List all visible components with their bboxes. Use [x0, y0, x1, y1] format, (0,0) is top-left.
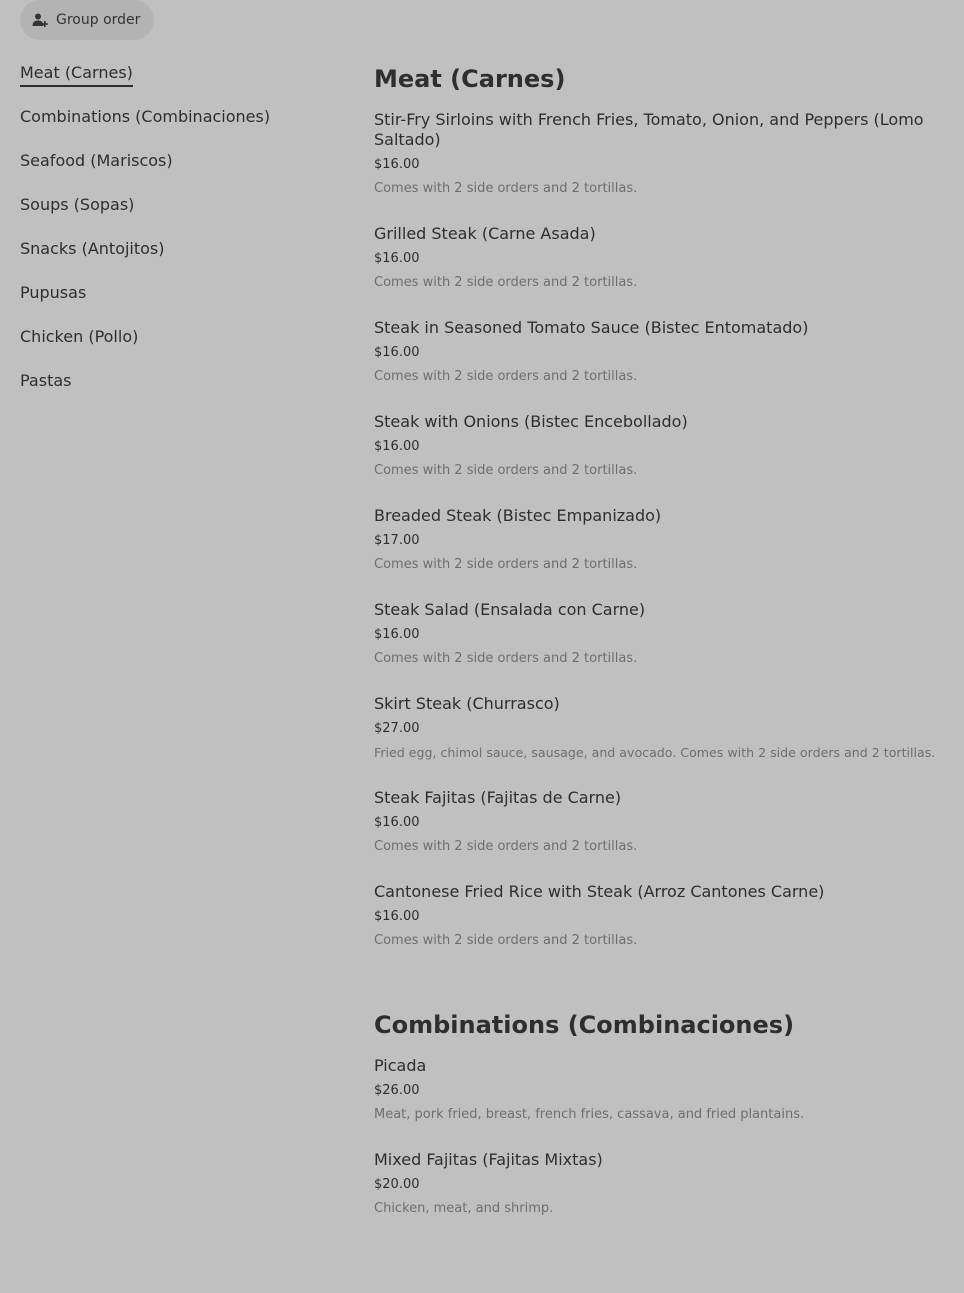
item-price: $17.00	[374, 533, 420, 548]
sidebar-item-pupusas[interactable]	[20, 282, 340, 326]
menu-item[interactable]	[374, 788, 944, 856]
section-title: Meat (Carnes)	[374, 65, 566, 93]
menu-item[interactable]	[374, 694, 944, 762]
item-description: Comes with 2 side orders and 2 tortillas.	[374, 651, 638, 666]
item-price: $26.00	[374, 1083, 420, 1098]
item-name: Grilled Steak (Carne Asada)	[374, 224, 596, 243]
sidebar-item-label: Pastas	[20, 371, 72, 390]
menu-item[interactable]	[374, 224, 944, 292]
item-price: $16.00	[374, 815, 420, 830]
item-name: Skirt Steak (Churrasco)	[374, 694, 560, 713]
sidebar-item-label: Soups (Sopas)	[20, 195, 135, 214]
sidebar-item-soups[interactable]	[20, 194, 340, 238]
item-price: $16.00	[374, 345, 420, 360]
item-description: Comes with 2 side orders and 2 tortillas.	[374, 839, 638, 854]
item-description: Comes with 2 side orders and 2 tortillas.	[374, 557, 638, 572]
item-price: $16.00	[374, 627, 420, 642]
sidebar-item-label: Seafood (Mariscos)	[20, 151, 173, 170]
menu-item[interactable]	[374, 882, 944, 950]
item-description: Comes with 2 side orders and 2 tortillas.	[374, 275, 638, 290]
item-name: Cantonese Fried Rice with Steak (Arroz Cantones Carne)	[374, 882, 825, 901]
item-description: Fried egg, chimol sauce, sausage, and avocado. Comes with 2 side orders and 2 tortillas.	[374, 745, 936, 760]
item-name: Steak Fajitas (Fajitas de Carne)	[374, 788, 622, 807]
sidebar-item-label: Combinations (Combinaciones)	[20, 107, 271, 126]
item-description: Chicken, meat, and shrimp.	[374, 1201, 554, 1216]
menu-item[interactable]	[374, 110, 944, 198]
sidebar-item-label: Snacks (Antojitos)	[20, 239, 165, 258]
item-description: Comes with 2 side orders and 2 tortillas.	[374, 369, 638, 384]
item-name: Steak Salad (Ensalada con Carne)	[374, 600, 646, 619]
item-description: Comes with 2 side orders and 2 tortillas.	[374, 933, 638, 948]
menu-item[interactable]	[374, 600, 944, 668]
sidebar-item-seafood[interactable]	[20, 150, 340, 194]
add-person-icon	[32, 12, 48, 28]
item-name: Picada	[374, 1056, 427, 1075]
item-price: $16.00	[374, 157, 420, 172]
menu-item[interactable]	[374, 506, 944, 574]
sidebar-item-snacks[interactable]	[20, 238, 340, 282]
item-name: Breaded Steak (Bistec Empanizado)	[374, 506, 662, 525]
sidebar-item-combinations[interactable]	[20, 106, 340, 150]
sidebar-item-pastas[interactable]	[20, 370, 340, 414]
menu-content	[374, 62, 944, 1218]
item-price: $16.00	[374, 439, 420, 454]
sidebar-item-label: Chicken (Pollo)	[20, 327, 139, 346]
sidebar-item-label: Meat (Carnes)	[20, 62, 133, 87]
item-name: Steak with Onions (Bistec Encebollado)	[374, 412, 688, 431]
menu-item[interactable]	[374, 1150, 944, 1218]
item-description: Comes with 2 side orders and 2 tortillas.	[374, 463, 638, 478]
item-price: $20.00	[374, 1177, 420, 1192]
menu-item[interactable]	[374, 318, 944, 386]
menu-section-combinations	[374, 1008, 944, 1218]
group-order-button[interactable]	[20, 0, 154, 40]
sidebar-item-chicken[interactable]	[20, 326, 340, 370]
menu-item[interactable]	[374, 1056, 944, 1124]
sidebar-item-label: Pupusas	[20, 283, 87, 302]
item-description: Comes with 2 side orders and 2 tortillas.	[374, 181, 638, 196]
category-sidebar	[20, 62, 340, 414]
item-description: Meat, pork fried, breast, french fries, cassava, and fried plantains.	[374, 1107, 805, 1122]
section-title: Combinations (Combinaciones)	[374, 1011, 795, 1039]
sidebar-item-meat[interactable]	[20, 62, 340, 106]
item-price: $16.00	[374, 909, 420, 924]
menu-section-meat	[374, 62, 944, 950]
menu-item[interactable]	[374, 412, 944, 480]
item-price: $16.00	[374, 251, 420, 266]
item-name: Stir-Fry Sirloins with French Fries, Tomato, Onion, and Peppers (Lomo Saltado)	[374, 110, 924, 149]
item-name: Mixed Fajitas (Fajitas Mixtas)	[374, 1150, 603, 1169]
item-price: $27.00	[374, 721, 420, 736]
group-order-label: Group order	[56, 12, 141, 28]
item-name: Steak in Seasoned Tomato Sauce (Bistec Entomatado)	[374, 318, 809, 337]
